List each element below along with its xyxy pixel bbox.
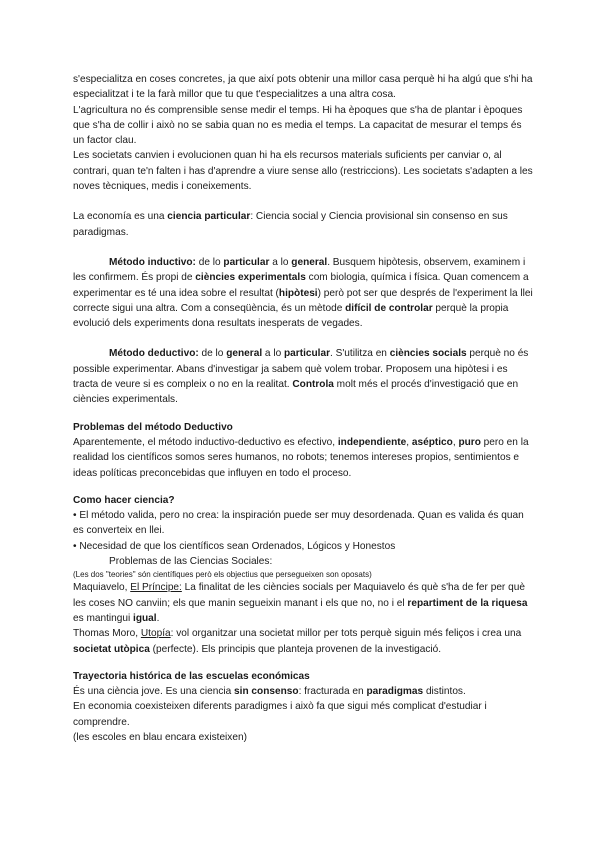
maquiavelo-text: La finalitat de les ciències socials per Maquiavelo és què s'ha de fer per què les coses NO canviin; els que manin segueixin manant i els que no, no i el xyxy=(73,582,525,609)
problemas-bold: puro xyxy=(458,436,481,448)
deductivo-text: a lo xyxy=(262,348,285,360)
problemas-text: pero en la realidad los científicos somos seres humanos, no robots; tenemos intereses propios, sentimientos e ideas políticas preconcebidas que influyen en todo el proceso. xyxy=(73,436,529,479)
inductivo-text: perquè la propia evolució dels experiments dona resultats inesperats de vegades. xyxy=(73,302,509,330)
trayectoria-text: : fracturada en xyxy=(298,686,367,698)
trayectoria-line-2: En economia coexisteixen diferents paradigmes i això fa que sigui més complicat d'estudiar i comprendre. xyxy=(73,701,487,728)
trayectoria-text: distintos. xyxy=(423,686,466,698)
inductivo-bold: hipòtesi xyxy=(278,287,318,299)
ciencias-sociales-subheading: Problemas de las Ciencias Sociales: xyxy=(109,556,273,568)
trayectoria-heading: Trayectoria histórica de las escuelas económicas xyxy=(73,670,310,682)
inductivo-text: de lo xyxy=(195,256,224,268)
problemas-bold: independiente xyxy=(337,436,407,448)
moro-bold: societat utòpica xyxy=(73,643,150,655)
inductivo-text: com biologia, química i física. Quan comencem a experimentar es té una idea sobre el resultat ( xyxy=(73,272,529,299)
teories-note: (Les dos "teories" són científiques però els objectius que persegueixen son oposats) xyxy=(73,570,372,580)
inductivo-bold: particular xyxy=(223,256,270,268)
maquiavelo-text: Maquiavelo, xyxy=(73,582,131,594)
deductivo-text: de lo xyxy=(198,348,227,360)
trayectoria-bold: sin consenso xyxy=(234,686,299,698)
utopia-title: Utopía xyxy=(140,628,171,640)
economia-bold: ciencia particular xyxy=(167,211,251,223)
inductivo-bold: general xyxy=(291,256,328,268)
intro-paragraph-1: s'especialitza en coses concretes, ja que així pots obtenir una millor casa perquè hi ha algú que s'hi ha especialitzat i te la farà millor que tu que t'especialitzes a una altra cosa. xyxy=(73,74,533,101)
problemas-heading: Problemas del método Deductivo xyxy=(73,421,233,433)
como-bullet-1: • El método valida, pero no crea: la inspiración puede ser muy desordenada. Quan es valida és quan es converteix en llei. xyxy=(73,510,524,537)
moro-text: Thomas Moro, xyxy=(73,628,141,640)
inductivo-text: . Busquem hipòtesis, observem, examinem i les confirmem. És propi de xyxy=(73,256,526,284)
deductivo-bold: ciències socials xyxy=(389,348,467,360)
deductivo-paragraph xyxy=(73,346,533,407)
maquiavelo-bold: igual xyxy=(133,612,157,624)
moro-text: : vol organitzar una societat millor per tots perquè siguin més feliços i crea una xyxy=(170,628,522,640)
maquiavelo-paragraph xyxy=(73,580,533,626)
intro-paragraph-3: Les societats canvien i evolucionen quan hi ha els recursos materials suficients per canviar o, al contrari, quan te'n falten i has d'aprendre a viure sense allo (restriccions). Les societats s'adapten a les noves tècniques, medis i coneixements. xyxy=(73,150,533,193)
problemas-bold: aséptico xyxy=(411,436,453,448)
maquiavelo-text: . xyxy=(156,612,160,624)
inductivo-text: ) però pot ser que després de l'experiment la llei correcte sigui una altra. Com a conseqüència, és un mètode xyxy=(73,287,533,314)
problemas-text: Aparentemente, el método inductivo-deductivo es efectivo, xyxy=(73,436,338,448)
inductivo-bold: ciències experimentals xyxy=(195,272,306,284)
maquiavelo-bold: repartiment de la riquesa xyxy=(407,597,528,609)
moro-text: (perfecte). Els principis que planteja provenen de la investigació. xyxy=(149,643,442,655)
deductivo-text: molt més el procés d'investigació que en ciències experimentals. xyxy=(73,379,519,406)
inductivo-bold: difícil de controlar xyxy=(345,302,433,314)
deductivo-bold: particular xyxy=(284,348,331,360)
problemas-text: , xyxy=(452,436,459,448)
inductivo-paragraph xyxy=(73,255,533,331)
trayectoria-bold: paradigmas xyxy=(366,686,424,698)
trayectoria-text: És una ciència jove. Es una ciencia xyxy=(73,686,235,698)
inductivo-text: a lo xyxy=(269,256,292,268)
trayectoria-line-1 xyxy=(73,684,533,699)
economia-text: La economía es una xyxy=(73,211,168,223)
economia-text-end: : Ciencia social y Ciencia provisional sin consenso en sus paradigmas. xyxy=(73,211,508,238)
como-heading: Como hacer ciencia? xyxy=(73,494,175,506)
maquiavelo-text: es mantingui xyxy=(73,612,134,624)
trayectoria-line-3: (les escoles en blau encara existeixen) xyxy=(73,731,247,743)
principe-title: El Príncipe: xyxy=(130,582,182,594)
deductivo-bold: Controla xyxy=(292,379,334,391)
problemas-text: , xyxy=(406,436,412,448)
como-bullet-2: • Necesidad de que los científicos sean Ordenados, Lógicos y Honestos xyxy=(73,540,396,552)
inductivo-title: Método inductivo: xyxy=(109,256,196,268)
economia-paragraph xyxy=(73,209,533,240)
deductivo-bold: general xyxy=(226,348,263,360)
document-body xyxy=(73,72,533,745)
deductivo-text: perquè no és possible experimentar. Abans d'investigar ja sabem què volem trobar. Proposem una hipòtesi i es tracta de veure si es compleix o no en la realitat. xyxy=(73,348,529,391)
moro-paragraph xyxy=(73,626,533,657)
intro-paragraph-2: L'agricultura no és comprensible sense medir el temps. Hi ha èpoques que s'ha de plantar i èpoques que s'ha de collir i això no se sabia quan no es media el temps. La capacitat de mesurar el temps és un factor clau. xyxy=(73,104,523,147)
deductivo-title: Método deductivo: xyxy=(109,348,199,360)
deductivo-text: . S'utilitza en xyxy=(330,348,390,360)
problemas-paragraph xyxy=(73,435,533,481)
